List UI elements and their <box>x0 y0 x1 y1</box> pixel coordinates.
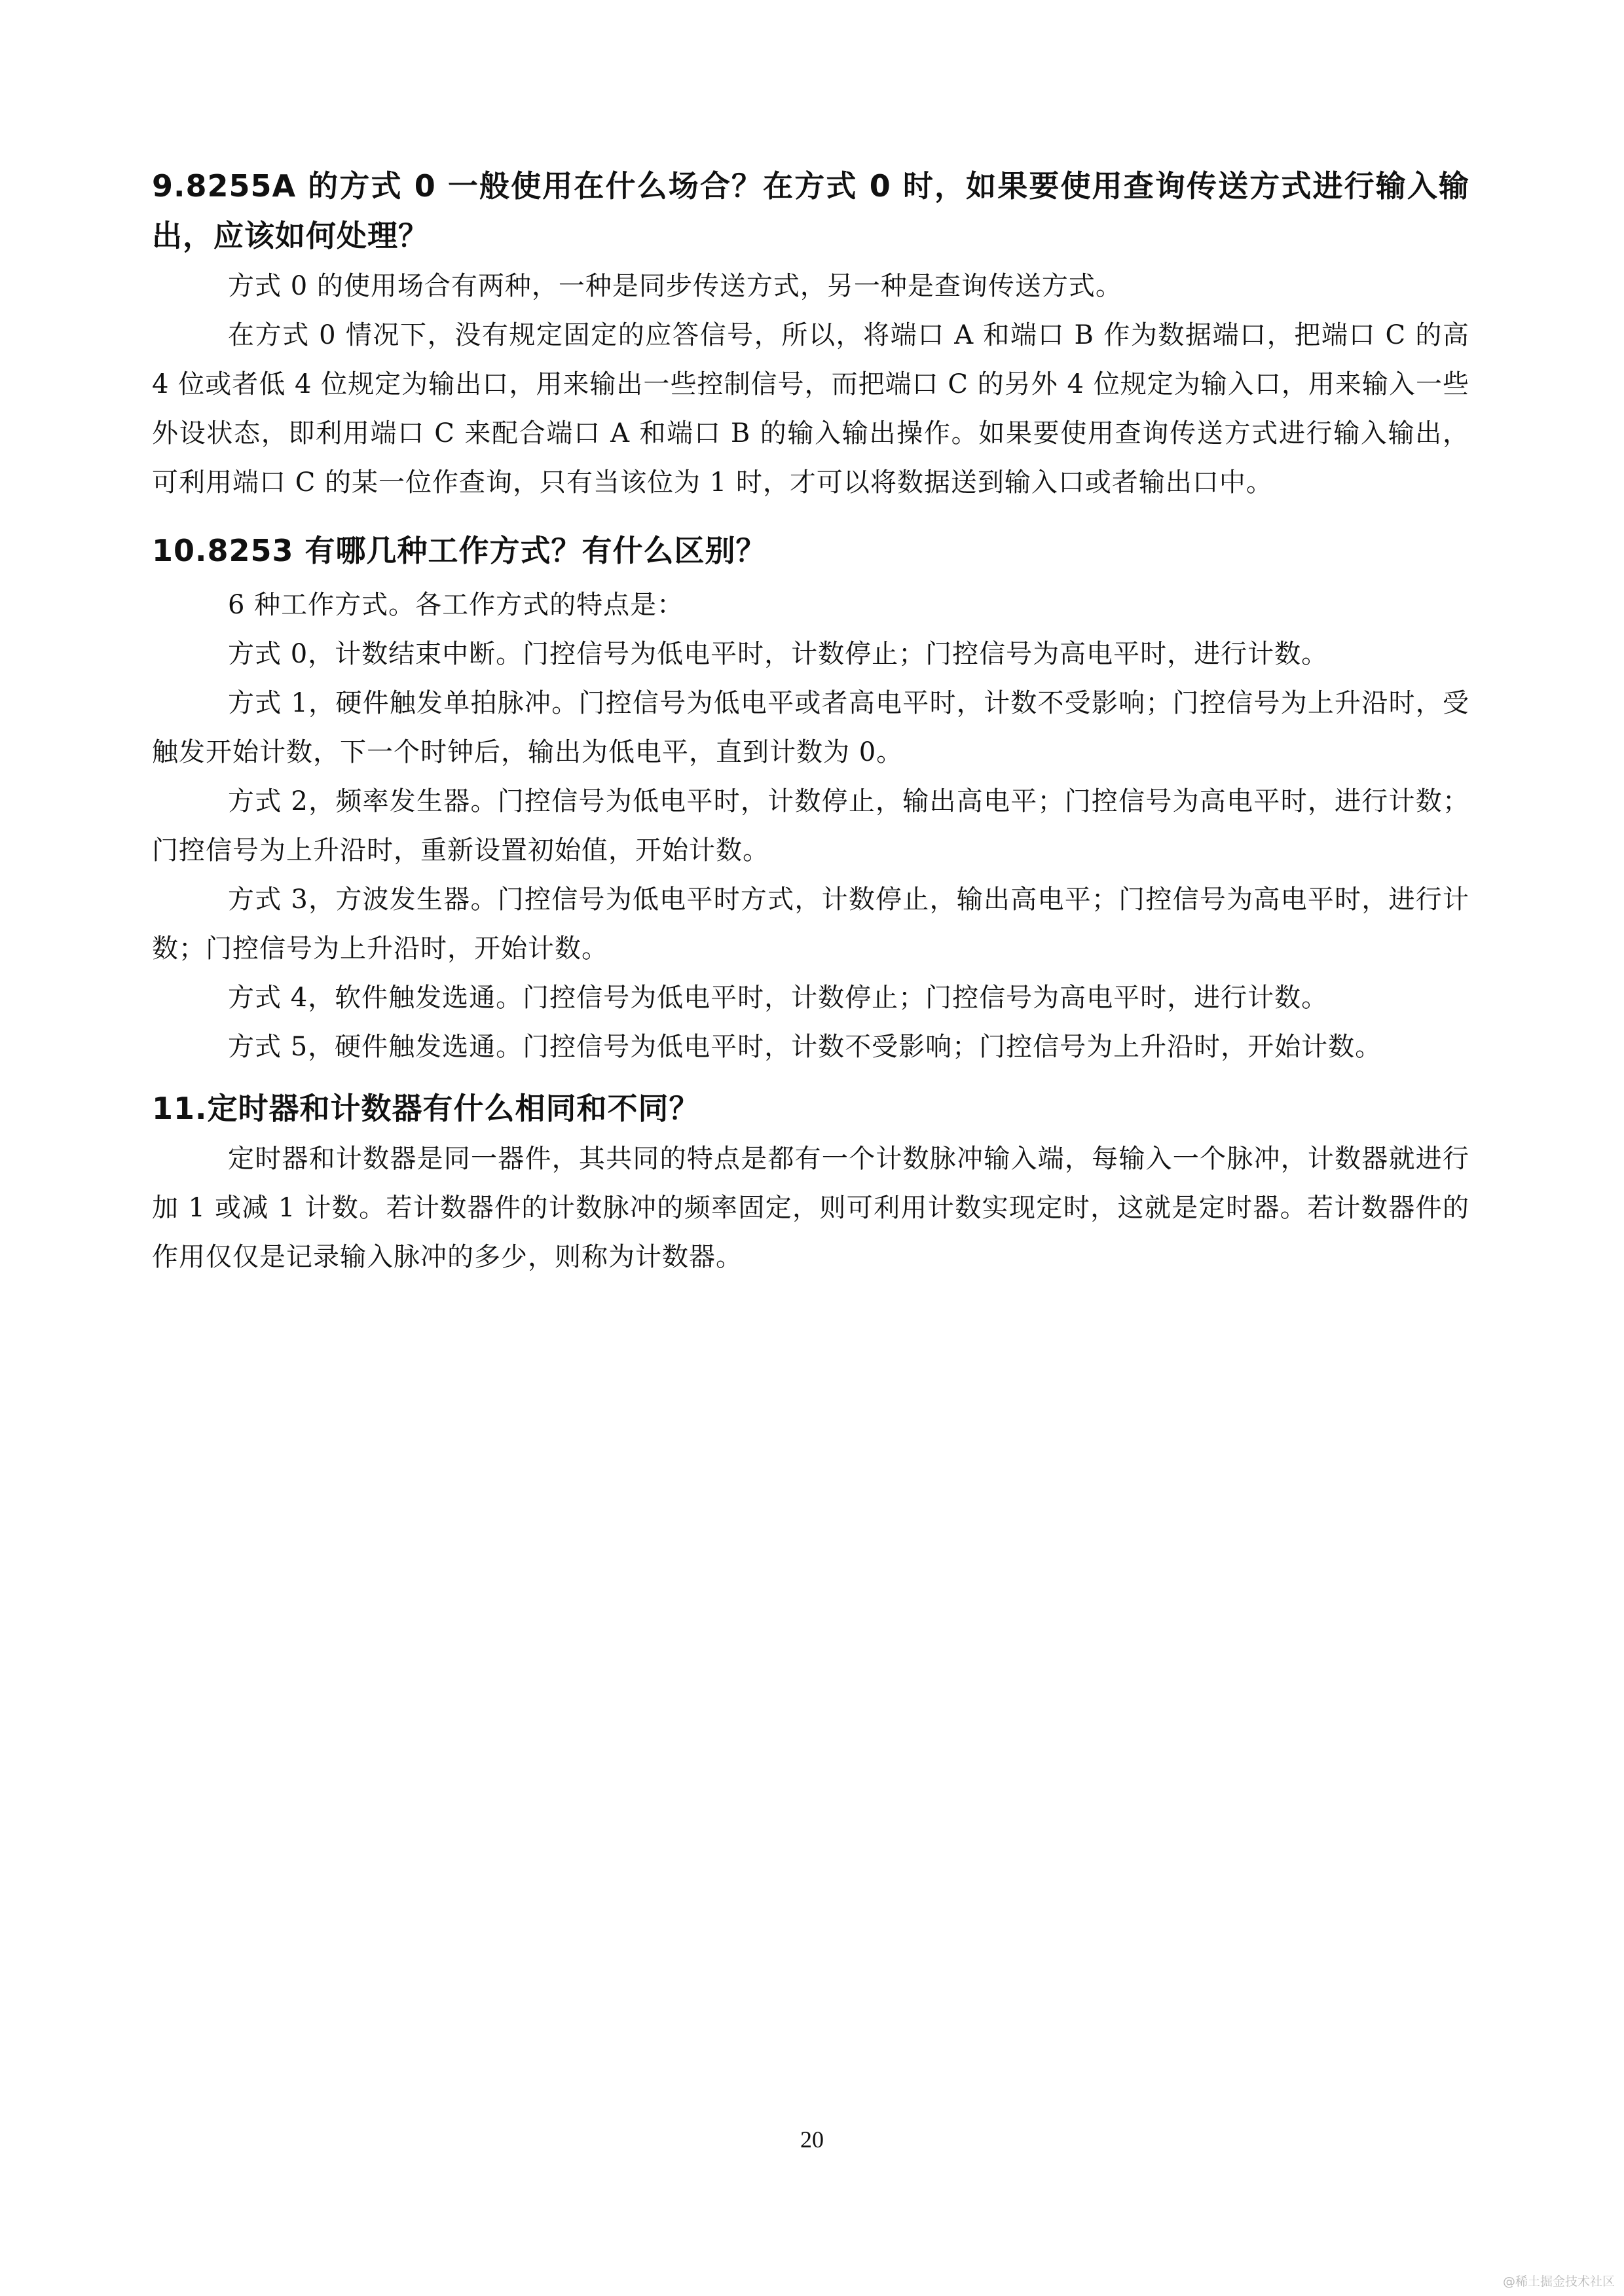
watermark: @稀土掘金技术社区 <box>1502 2274 1615 2289</box>
question-9-answer-paragraph: 在方式 0 情况下，没有规定固定的应答信号，所以，将端口 A 和端口 B 作为数据端口，把端口 C 的高 4 位或者低 4 位规定为输出口，用来输出一些控制信号，而把端口 C 的另外 4 位规定为输入口，用来输入一些外设状态，即利用端口 C 来配合端口 A 和端口 B 的输入输出操作。如果要使用查询传送方式进行输入输出，可利用端口 C 的某一位作查询，只有当该位为 1 时，才可以将数据送到输入口或者输出口中。 <box>152 320 1469 498</box>
mode-4-paragraph: 方式 4，软件触发选通。门控信号为低电平时，计数停止；门控信号为高电平时，进行计数。 <box>228 983 1329 1013</box>
mode-1-paragraph: 方式 1，硬件触发单拍脉冲。门控信号为低电平或者高电平时，计数不受影响；门控信号为上升沿时，受触发开始计数，下一个时钟后，输出为低电平，直到计数为 0。 <box>152 688 1469 767</box>
question-10 <box>152 526 1469 1072</box>
question-9-heading: 9.8255A 的方式 0 一般使用在什么场合？在方式 0 时，如果要使用查询传送方式进行输入输出，应该如何处理？ <box>152 168 1469 253</box>
document-page <box>152 161 1469 1282</box>
question-11 <box>152 1084 1469 1282</box>
mode-0-paragraph: 方式 0，计数结束中断。门控信号为低电平时，计数停止；门控信号为高电平时，进行计数。 <box>228 639 1329 669</box>
question-11-heading: 11.定时器和计数器有什么相同和不同？ <box>152 1091 700 1126</box>
question-11-answer-paragraph: 定时器和计数器是同一器件，其共同的特点是都有一个计数脉冲输入端，每输入一个脉冲，计数器就进行加 1 或减 1 计数。若计数器件的计数脉冲的频率固定，则可利用计数实现定时，这就是定时器。若计数器件的作用仅仅是记录输入脉冲的多少，则称为计数器。 <box>152 1144 1469 1272</box>
question-10-heading: 10.8253 有哪几种工作方式？有什么区别？ <box>152 533 767 568</box>
mode-3-paragraph: 方式 3，方波发生器。门控信号为低电平时方式，计数停止，输出高电平；门控信号为高电平时，进行计数；门控信号为上升沿时，开始计数。 <box>152 884 1469 964</box>
question-9-answer-paragraph: 方式 0 的使用场合有两种，一种是同步传送方式，另一种是查询传送方式。 <box>228 271 1122 301</box>
mode-5-paragraph: 方式 5，硬件触发选通。门控信号为低电平时，计数不受影响；门控信号为上升沿时，开始计数。 <box>228 1032 1382 1062</box>
page-number: 20 <box>800 2126 824 2153</box>
question-9 <box>152 161 1469 507</box>
mode-2-paragraph: 方式 2，频率发生器。门控信号为低电平时，计数停止，输出高电平；门控信号为高电平时，进行计数；门控信号为上升沿时，重新设置初始值，开始计数。 <box>152 786 1469 866</box>
question-10-answer-paragraph: 6 种工作方式。各工作方式的特点是： <box>228 590 684 620</box>
